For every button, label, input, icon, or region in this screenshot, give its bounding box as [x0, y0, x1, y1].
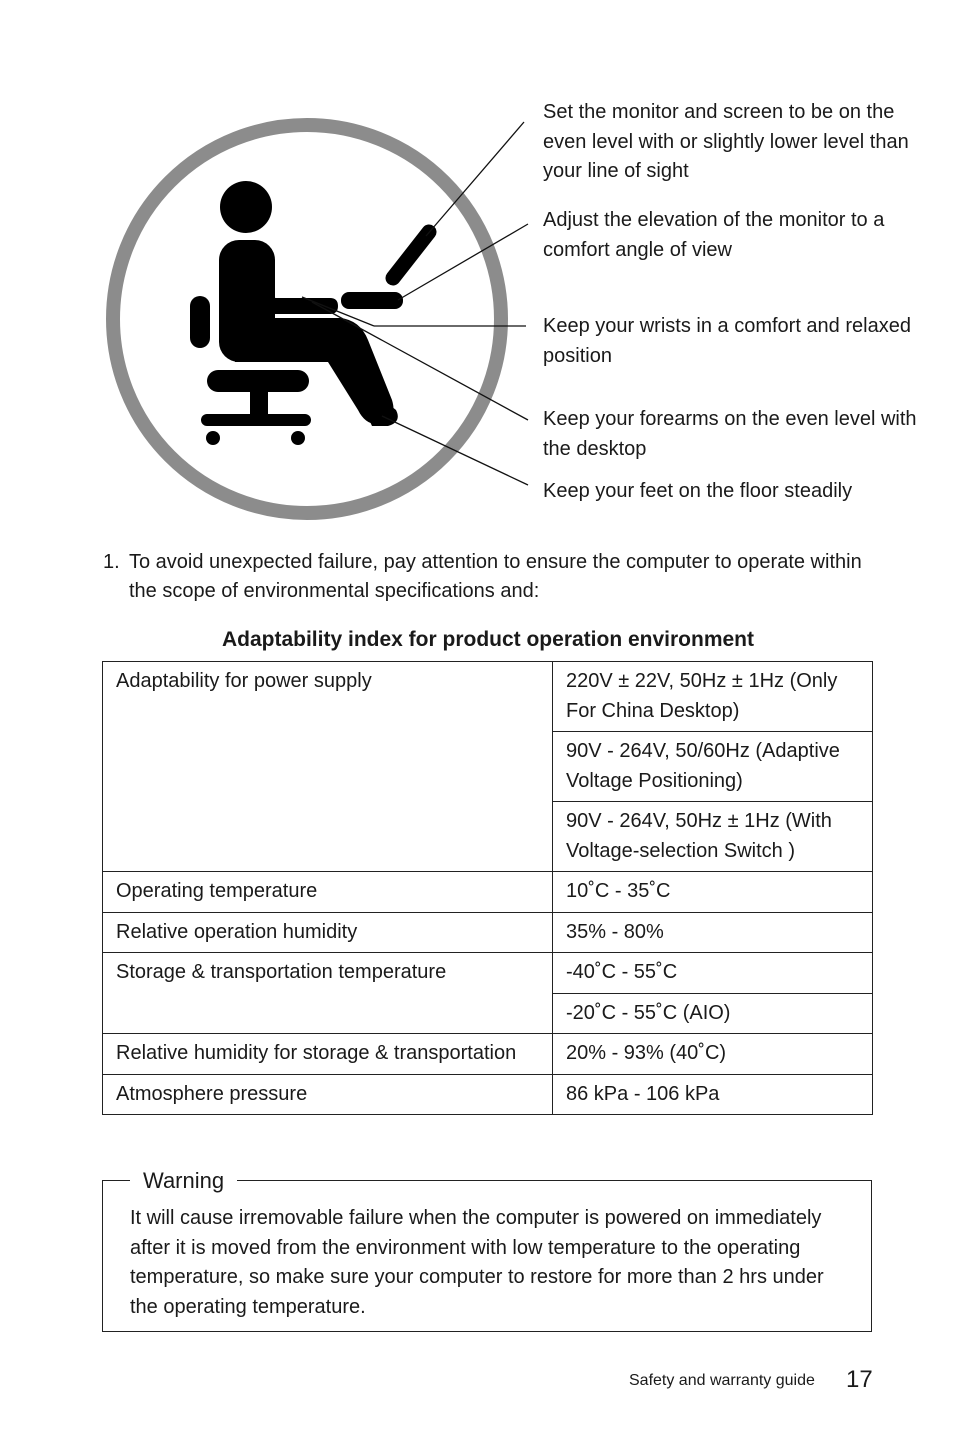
warning-title: Warning — [130, 1166, 237, 1196]
chair-back — [190, 296, 210, 348]
person-head-icon — [220, 181, 272, 233]
callout-wrists: Keep your wrists in a comfort and relaxed position — [543, 315, 911, 367]
row-label: Relative operation humidity — [103, 912, 553, 953]
chair-wheel-left — [206, 431, 220, 445]
table-row — [103, 912, 873, 953]
table-row — [103, 953, 873, 994]
row-value: 35% - 80% — [553, 912, 873, 953]
callout-monitor-elevation: Adjust the elevation of the monitor to a comfort angle of view — [543, 209, 885, 261]
monitor — [393, 232, 429, 278]
row-value: 20% - 93% (40˚C) — [553, 1034, 873, 1075]
list-number: 1. — [103, 551, 120, 573]
chair-base — [201, 414, 311, 426]
table-row — [103, 872, 873, 913]
footer-label: Safety and warranty guide — [629, 1372, 815, 1389]
row-label: Operating temperature — [103, 872, 553, 913]
callout-forearms: Keep your forearms on the even level with the desktop — [543, 408, 917, 460]
table-title: Adaptability index for product operation environment — [221, 628, 755, 651]
chair-wheel-right — [291, 431, 305, 445]
spec-table — [102, 661, 873, 1115]
row-value: 86 kPa - 106 kPa — [553, 1074, 873, 1115]
row-label: Relative humidity for storage & transportation — [103, 1034, 553, 1075]
warning-text: It will cause irremovable failure when the computer is powered on immediately after it is moved from the environment with low temperature to the operating temperature, so make sure your computer to restore for more than 2 hrs under the operating temperature. — [130, 1207, 824, 1318]
list-text: To avoid unexpected failure, pay attention to ensure the computer to operate within the scope of environmental specifications and: — [129, 551, 862, 602]
row-label: Storage & transportation temperature — [103, 953, 553, 1034]
row-value: -20˚C - 55˚C (AIO) — [553, 993, 873, 1034]
table-row — [103, 1074, 873, 1115]
table-row — [103, 1034, 873, 1075]
row-label: Adaptability for power supply — [103, 662, 553, 872]
row-value: 90V - 264V, 50Hz ± 1Hz (With Voltage-selection Switch ) — [553, 802, 873, 872]
callout-feet: Keep your feet on the floor steadily — [543, 480, 853, 502]
callout-monitor-level: Set the monitor and screen to be on the even level with or slightly lower level than your line of sight — [543, 101, 909, 182]
list-item — [103, 548, 883, 606]
page-number: 17 — [846, 1366, 873, 1393]
row-value: 220V ± 22V, 50Hz ± 1Hz (Only For China Desktop) — [553, 662, 873, 732]
table-row — [103, 662, 873, 732]
keyboard — [341, 292, 403, 309]
row-label: Atmosphere pressure — [103, 1074, 553, 1115]
row-value: 10˚C - 35˚C — [553, 872, 873, 913]
row-value: -40˚C - 55˚C — [553, 953, 873, 994]
row-value: 90V - 264V, 50/60Hz (Adaptive Voltage Positioning) — [553, 732, 873, 802]
chair-seat — [207, 370, 309, 392]
